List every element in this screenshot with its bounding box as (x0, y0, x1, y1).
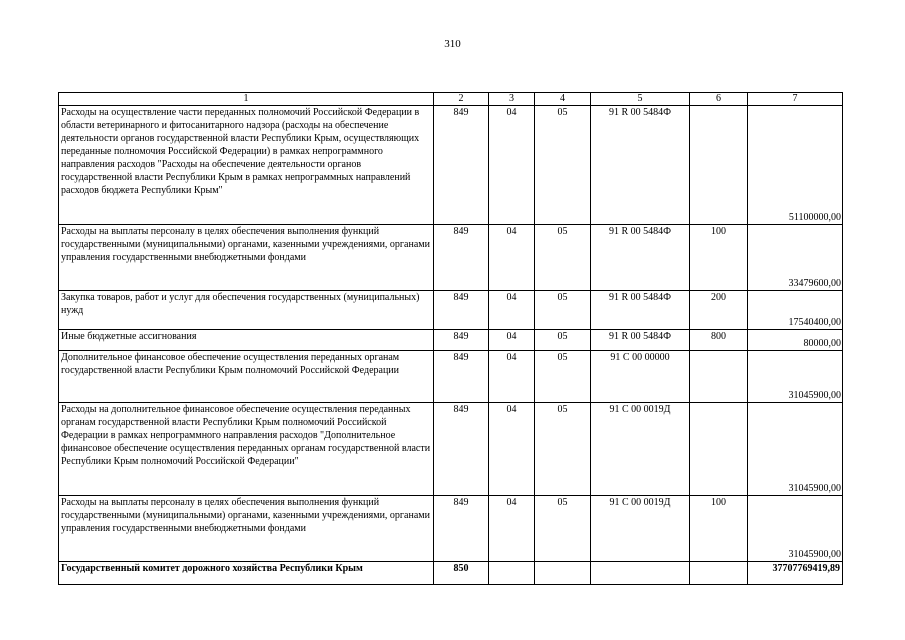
row-col4: 05 (535, 330, 591, 351)
table-row (59, 106, 843, 225)
row-amount: 37707769419,89 (748, 562, 843, 585)
row-col3: 04 (489, 330, 535, 351)
row-amount: 31045900,00 (748, 496, 843, 562)
row-col2: 849 (434, 351, 489, 403)
row-col4: 05 (535, 291, 591, 330)
row-col6: 100 (690, 225, 748, 291)
row-col2: 849 (434, 330, 489, 351)
row-col3 (489, 562, 535, 585)
table-row (59, 291, 843, 330)
table-row (59, 403, 843, 496)
row-col3: 04 (489, 496, 535, 562)
budget-table (58, 92, 843, 585)
table-row (59, 496, 843, 562)
row-col6 (690, 351, 748, 403)
row-name: Расходы на выплаты персоналу в целях обеспечения выполнения функций государственными (муниципальными) органами, казенными учреждениями, органами управления государственными внебюджетными фондами (59, 496, 434, 562)
row-col6: 200 (690, 291, 748, 330)
row-col2: 849 (434, 403, 489, 496)
row-col5: 91 С 00 0019Д (591, 496, 690, 562)
row-col2: 850 (434, 562, 489, 585)
row-name: Иные бюджетные ассигнования (59, 330, 434, 351)
column-header: 4 (535, 93, 591, 106)
column-header: 5 (591, 93, 690, 106)
row-col4: 05 (535, 106, 591, 225)
column-header: 1 (59, 93, 434, 106)
table-header-row (59, 93, 843, 106)
table-row (59, 225, 843, 291)
row-col2: 849 (434, 496, 489, 562)
row-col3: 04 (489, 225, 535, 291)
row-col2: 849 (434, 225, 489, 291)
row-col6: 100 (690, 496, 748, 562)
row-col4: 05 (535, 496, 591, 562)
row-name: Дополнительное финансовое обеспечение осуществления переданных органам государственной власти Республики Крым полномочий Российской Федерации (59, 351, 434, 403)
row-col5: 91 R 00 5484Ф (591, 106, 690, 225)
row-col4 (535, 562, 591, 585)
row-col6 (690, 562, 748, 585)
row-name: Расходы на выплаты персоналу в целях обеспечения выполнения функций государственными (муниципальными) органами, казенными учреждениями, органами управления государственными внебюджетными фондами (59, 225, 434, 291)
row-col6 (690, 106, 748, 225)
page-number: 310 (444, 38, 461, 50)
row-name: Государственный комитет дорожного хозяйства Республики Крым (59, 562, 434, 585)
row-amount: 31045900,00 (748, 351, 843, 403)
row-col2: 849 (434, 291, 489, 330)
row-name: Расходы на осуществление части переданных полномочий Российской Федерации в области ветеринарного и фитосанитарного надзора (расходы на обеспечение деятельности органов государственной власти Республики Крым, осуществляющих переданные полномочия Российской Федерации) в рамках непрограммного направления расходов "Расходы на обеспечение деятельности органов государственной власти Республики Крым в рамках непрограммных направлений расходов бюджета Республики Крым" (59, 106, 434, 225)
row-col6: 800 (690, 330, 748, 351)
row-col5: 91 С 00 0019Д (591, 403, 690, 496)
row-col5: 91 R 00 5484Ф (591, 291, 690, 330)
table-row-total (59, 562, 843, 585)
row-amount: 51100000,00 (748, 106, 843, 225)
table-row (59, 351, 843, 403)
row-amount: 31045900,00 (748, 403, 843, 496)
column-header: 2 (434, 93, 489, 106)
row-col5 (591, 562, 690, 585)
column-header: 6 (690, 93, 748, 106)
row-col3: 04 (489, 106, 535, 225)
column-header: 3 (489, 93, 535, 106)
column-header: 7 (748, 93, 843, 106)
row-col2: 849 (434, 106, 489, 225)
row-amount: 17540400,00 (748, 291, 843, 330)
row-amount: 33479600,00 (748, 225, 843, 291)
row-col3: 04 (489, 291, 535, 330)
row-col6 (690, 403, 748, 496)
row-amount: 80000,00 (748, 330, 843, 351)
row-col5: 91 С 00 00000 (591, 351, 690, 403)
row-col4: 05 (535, 225, 591, 291)
row-col5: 91 R 00 5484Ф (591, 330, 690, 351)
row-col5: 91 R 00 5484Ф (591, 225, 690, 291)
row-col3: 04 (489, 351, 535, 403)
row-col4: 05 (535, 403, 591, 496)
table-row (59, 330, 843, 351)
row-col4: 05 (535, 351, 591, 403)
row-col3: 04 (489, 403, 535, 496)
row-name: Расходы на дополнительное финансовое обеспечение осуществления переданных органам государственной власти Республики Крым полномочий Российской Федерации в рамках непрограммного направления расходов "Дополнительное финансовое обеспечение осуществления переданных органам государственной власти Республики Крым полномочий Российской Федерации" (59, 403, 434, 496)
row-name: Закупка товаров, работ и услуг для обеспечения государственных (муниципальных) нужд (59, 291, 434, 330)
